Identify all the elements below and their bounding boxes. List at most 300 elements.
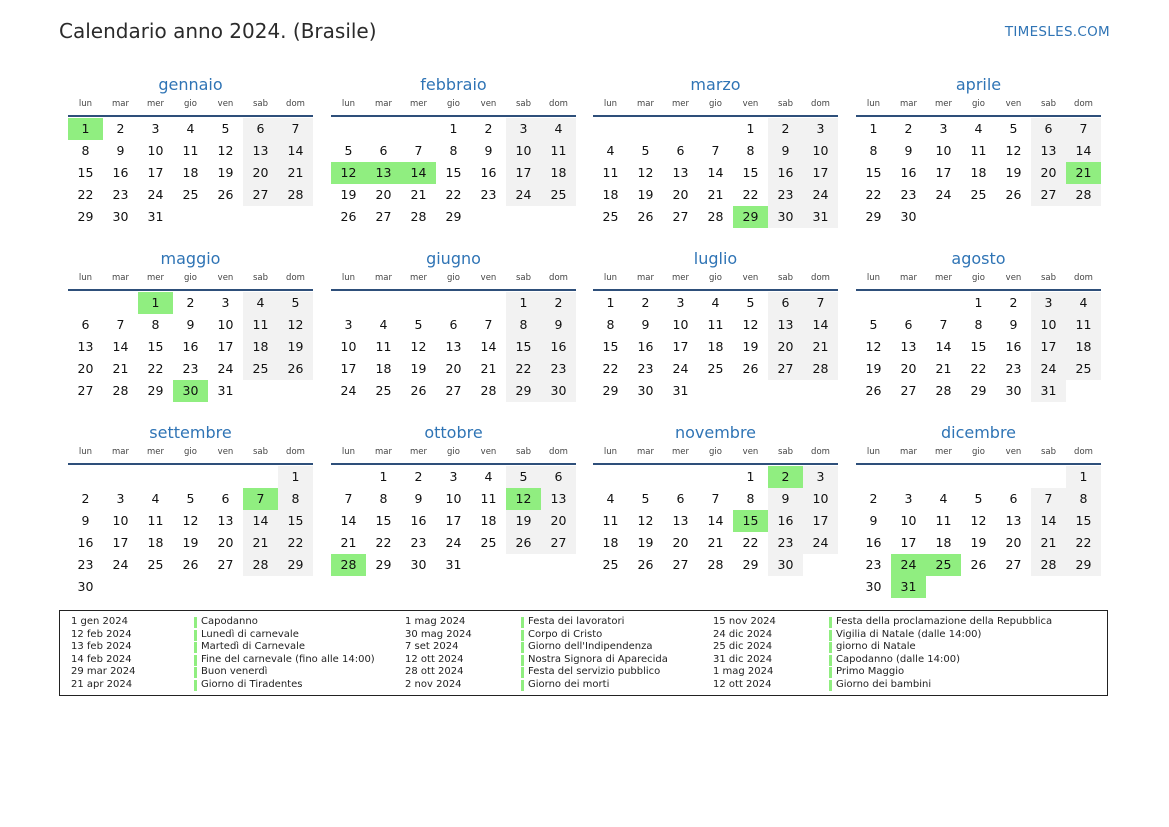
day-grid [331,118,576,228]
month-maggio [68,247,313,402]
day-cell: 12 [182,513,199,528]
month-name: settembre [149,423,232,442]
day-cell: 19 [182,535,199,550]
day-cell: 19 [742,339,759,354]
weekday-header [856,271,1101,289]
day-cell: 23 [768,184,803,206]
day-cell: 28 [707,209,724,224]
day-cell: 26 [278,358,313,380]
day-cell: 30 [410,557,427,572]
day-cell: 3 [1031,292,1066,314]
day-cell: 9 [186,317,195,332]
day-cell: 8 [869,143,878,158]
day-cell: 15 [602,339,619,354]
weekday-label: dom [811,447,830,457]
brand-link[interactable]: TIMESLES.COM [1004,24,1110,40]
page-title: Calendario anno 2024. (Brasile) [59,19,377,43]
day-cell-holiday: 29 [733,206,768,228]
day-cell: 24 [340,383,357,398]
day-grid [593,118,838,228]
day-cell: 24 [112,557,129,572]
day-cell: 1 [869,121,878,136]
day-cell: 27 [900,383,917,398]
weekday-header [68,97,313,115]
day-cell: 15 [147,339,164,354]
day-cell: 1 [449,121,458,136]
weekday-label: lun [78,99,93,109]
legend-row [71,666,401,679]
weekday-label: dom [549,273,568,283]
day-cell: 11 [1066,314,1101,336]
day-cell: 7 [278,118,313,140]
day-cell: 15 [742,165,759,180]
day-cell: 27 [217,557,234,572]
holiday-marker [829,655,832,666]
weekday-label: lun [341,447,356,457]
empty-cell [996,466,1031,488]
day-cell: 26 [637,557,654,572]
day-cell: 7 [1031,488,1066,510]
day-cell: 23 [541,358,576,380]
day-cell: 16 [182,339,199,354]
holiday-name: Giorno dei morti [528,678,610,690]
day-cell: 16 [768,510,803,532]
day-cell: 12 [278,314,313,336]
legend-row [405,616,735,629]
empty-cell [856,466,891,488]
day-cell: 21 [935,361,952,376]
weekday-header [593,271,838,289]
day-cell: 7 [484,317,493,332]
day-cell: 25 [602,557,619,572]
month-divider [331,115,576,117]
empty-cell [401,292,436,314]
day-cell: 11 [147,513,164,528]
weekday-label: mar [900,273,917,283]
day-cell: 30 [112,209,129,224]
day-cell: 8 [81,143,90,158]
day-cell: 26 [506,532,541,554]
day-cell: 10 [217,317,234,332]
day-cell: 26 [182,557,199,572]
day-cell: 23 [768,532,803,554]
day-cell: 20 [217,535,234,550]
weekday-label: gio [184,273,197,283]
day-cell: 20 [375,187,392,202]
weekday-label: dom [286,273,305,283]
weekday-label: sab [515,447,532,457]
holiday-marker [521,655,524,666]
weekday-label: gio [184,99,197,109]
day-cell: 27 [375,209,392,224]
day-cell: 3 [221,295,230,310]
weekday-label: mar [375,99,392,109]
day-cell: 15 [375,513,392,528]
day-cell: 21 [112,361,129,376]
day-cell: 16 [900,165,917,180]
day-cell: 18 [707,339,724,354]
legend-column [713,616,1053,691]
day-cell: 29 [1066,554,1101,576]
day-grid [331,466,576,576]
empty-cell [856,292,891,314]
day-cell: 10 [935,143,952,158]
holiday-date: 2 nov 2024 [405,678,462,690]
weekday-label: gio [709,447,722,457]
day-cell: 22 [742,535,759,550]
day-cell: 1 [1066,466,1101,488]
empty-cell [366,118,401,140]
day-cell: 29 [865,209,882,224]
holiday-name: Buon venerdì [201,666,268,677]
day-cell: 4 [484,469,493,484]
day-cell: 30 [541,380,576,402]
day-cell: 17 [935,165,952,180]
day-cell: 26 [742,361,759,376]
weekday-label: lun [603,447,618,457]
empty-cell [331,466,366,488]
weekday-label: lun [341,273,356,283]
day-cell: 4 [711,295,720,310]
day-cell: 5 [641,143,650,158]
day-cell: 31 [217,383,234,398]
day-cell: 1 [278,466,313,488]
empty-cell [103,466,138,488]
day-cell: 6 [541,466,576,488]
day-cell: 11 [541,140,576,162]
day-cell: 14 [935,339,952,354]
weekday-label: lun [866,99,881,109]
weekday-label: mar [112,447,129,457]
day-cell: 14 [707,513,724,528]
day-cell: 8 [606,317,615,332]
day-cell: 15 [1066,510,1101,532]
day-cell: 21 [410,187,427,202]
day-cell: 20 [900,361,917,376]
day-cell: 5 [186,491,195,506]
weekday-header [593,97,838,115]
day-cell: 31 [445,557,462,572]
weekday-label: sab [515,273,532,283]
day-cell: 3 [803,118,838,140]
day-cell: 6 [676,491,685,506]
holiday-name: giorno di Natale [836,641,916,652]
month-divider [331,463,576,465]
day-cell: 28 [278,184,313,206]
day-cell: 4 [186,121,195,136]
day-cell: 29 [147,383,164,398]
day-grid [856,466,1101,598]
day-cell: 5 [506,466,541,488]
month-ottobre [331,421,576,576]
day-cell: 31 [672,383,689,398]
day-cell: 7 [344,491,353,506]
holiday-date: 31 dic 2024 [713,653,773,665]
day-cell: 6 [243,118,278,140]
day-cell-holiday: 1 [138,292,173,314]
day-cell: 5 [278,292,313,314]
day-cell: 2 [484,121,493,136]
day-cell: 5 [221,121,230,136]
holiday-date: 12 feb 2024 [71,628,132,640]
day-cell: 12 [410,339,427,354]
day-cell: 24 [445,535,462,550]
holiday-marker [829,630,832,641]
day-cell: 30 [1005,383,1022,398]
day-cell: 8 [506,314,541,336]
holiday-marker [521,630,524,641]
empty-cell [173,466,208,488]
day-cell: 25 [147,557,164,572]
day-cell: 20 [672,187,689,202]
day-cell: 29 [278,554,313,576]
day-cell: 19 [637,187,654,202]
weekday-label: dom [549,99,568,109]
month-gennaio [68,73,313,228]
day-cell: 13 [1005,513,1022,528]
day-cell: 6 [379,143,388,158]
day-cell: 20 [768,336,803,358]
holiday-name: Nostra Signora di Aparecida [528,653,668,665]
month-aprile [856,73,1101,228]
day-cell: 22 [77,187,94,202]
day-cell: 8 [974,317,983,332]
day-cell: 1 [506,292,541,314]
legend-row [405,679,735,692]
day-cell: 13 [541,488,576,510]
day-cell: 9 [869,513,878,528]
day-cell: 28 [803,358,838,380]
day-cell: 6 [768,292,803,314]
holiday-marker [829,642,832,653]
holiday-date: 15 nov 2024 [713,616,776,627]
day-cell: 29 [742,557,759,572]
weekday-label: ven [742,447,759,457]
day-cell: 2 [541,292,576,314]
day-cell: 26 [410,383,427,398]
day-cell: 13 [243,140,278,162]
day-cell: 11 [970,143,987,158]
day-cell: 10 [803,140,838,162]
day-cell: 17 [672,339,689,354]
weekday-label: mer [409,99,427,109]
day-cell-holiday: 24 [891,554,926,576]
day-cell: 10 [1031,314,1066,336]
day-grid [856,292,1101,402]
holiday-name: Lunedì di carnevale [201,628,299,640]
day-cell: 3 [449,469,458,484]
holiday-date: 13 feb 2024 [71,641,132,652]
day-cell: 20 [1005,535,1022,550]
legend-row [713,666,1043,679]
holiday-name: Giorno dei bambini [836,678,932,690]
day-cell: 1 [379,469,388,484]
weekday-label: ven [1005,447,1022,457]
day-cell: 3 [939,121,948,136]
holiday-marker [194,655,197,666]
day-cell: 28 [1066,184,1101,206]
day-cell: 18 [243,336,278,358]
day-cell: 11 [375,339,392,354]
day-cell: 2 [768,118,803,140]
weekday-header [68,271,313,289]
month-divider [593,115,838,117]
day-cell: 6 [1009,491,1018,506]
day-cell-holiday: 28 [331,554,366,576]
day-cell: 30 [77,579,94,594]
empty-cell [891,292,926,314]
empty-cell [366,292,401,314]
weekday-label: sab [252,99,269,109]
empty-cell [331,292,366,314]
day-cell: 27 [445,383,462,398]
weekday-label: dom [549,447,568,457]
day-cell: 24 [217,361,234,376]
day-cell: 20 [445,361,462,376]
day-cell: 26 [865,383,882,398]
empty-cell [103,292,138,314]
day-cell: 3 [803,466,838,488]
weekday-header [331,445,576,463]
day-cell: 25 [541,184,576,206]
day-cell: 22 [278,532,313,554]
month-name: gennaio [158,75,223,94]
weekday-label: sab [1040,273,1057,283]
day-cell: 5 [869,317,878,332]
empty-cell [698,466,733,488]
day-cell: 18 [935,535,952,550]
day-cell: 11 [935,513,952,528]
holiday-date: 12 ott 2024 [713,678,772,690]
day-cell: 23 [182,361,199,376]
holiday-marker [829,680,832,691]
day-cell: 25 [1066,358,1101,380]
day-cell: 14 [340,513,357,528]
day-cell: 30 [768,554,803,576]
empty-cell [436,292,471,314]
month-settembre [68,421,313,598]
weekday-label: ven [217,273,234,283]
day-cell: 12 [742,317,759,332]
month-febbraio [331,73,576,228]
day-cell: 15 [506,336,541,358]
weekday-header [68,445,313,463]
day-cell: 10 [803,488,838,510]
day-cell: 11 [602,513,619,528]
day-cell: 19 [865,361,882,376]
weekday-header [331,97,576,115]
legend-row [71,654,401,667]
legend-row [71,679,401,692]
day-cell: 6 [81,317,90,332]
holiday-date: 12 ott 2024 [405,653,464,665]
holiday-name: Capodanno (dalle 14:00) [836,653,961,665]
day-cell: 5 [414,317,423,332]
day-cell: 8 [278,488,313,510]
day-cell: 16 [480,165,497,180]
day-cell: 5 [344,143,353,158]
weekday-label: mar [112,99,129,109]
day-cell: 29 [970,383,987,398]
weekday-label: mer [409,447,427,457]
month-agosto [856,247,1101,402]
day-cell: 9 [768,488,803,510]
weekday-label: sab [1040,99,1057,109]
day-cell: 13 [768,314,803,336]
day-cell: 8 [379,491,388,506]
day-cell: 2 [116,121,125,136]
day-cell-holiday: 30 [173,380,208,402]
holiday-name: Festa del servizio pubblico [528,666,661,677]
day-grid [331,292,576,402]
day-cell: 26 [217,187,234,202]
day-cell: 14 [278,140,313,162]
weekday-label: sab [1040,447,1057,457]
day-cell: 24 [935,187,952,202]
holiday-name: Giorno dell'Indipendenza [528,641,653,652]
day-cell: 7 [116,317,125,332]
weekday-label: gio [447,99,460,109]
day-cell: 4 [243,292,278,314]
month-dicembre [856,421,1101,598]
day-cell: 3 [116,491,125,506]
day-cell: 25 [243,358,278,380]
day-cell: 23 [1005,361,1022,376]
day-cell: 17 [803,510,838,532]
day-cell: 12 [865,339,882,354]
day-cell: 28 [1031,554,1066,576]
day-cell: 6 [1031,118,1066,140]
month-novembre [593,421,838,576]
day-cell: 15 [77,165,94,180]
holiday-date: 28 ott 2024 [405,666,464,677]
day-cell: 22 [970,361,987,376]
day-cell: 17 [340,361,357,376]
day-cell: 3 [904,491,913,506]
weekday-label: mar [112,273,129,283]
day-cell: 28 [707,557,724,572]
day-cell: 12 [1005,143,1022,158]
day-cell-holiday: 31 [891,576,926,598]
day-cell: 18 [602,187,619,202]
month-marzo [593,73,838,228]
day-cell: 5 [641,491,650,506]
day-cell: 21 [243,532,278,554]
weekday-label: sab [515,99,532,109]
weekday-label: mer [146,99,164,109]
empty-cell [926,466,961,488]
day-grid [593,466,838,576]
month-name: marzo [690,75,741,94]
weekday-label: lun [341,99,356,109]
weekday-label: mer [934,447,952,457]
month-divider [68,289,313,291]
day-cell: 19 [340,187,357,202]
day-cell: 2 [414,469,423,484]
day-cell: 9 [81,513,90,528]
holiday-date: 14 feb 2024 [71,653,132,665]
month-name: ottobre [424,423,483,442]
empty-cell [471,292,506,314]
weekday-label: dom [811,273,830,283]
weekday-label: ven [1005,99,1022,109]
day-cell: 4 [541,118,576,140]
holiday-marker [521,642,524,653]
day-cell: 18 [541,162,576,184]
weekday-label: gio [709,99,722,109]
day-cell: 29 [445,209,462,224]
day-cell: 2 [186,295,195,310]
